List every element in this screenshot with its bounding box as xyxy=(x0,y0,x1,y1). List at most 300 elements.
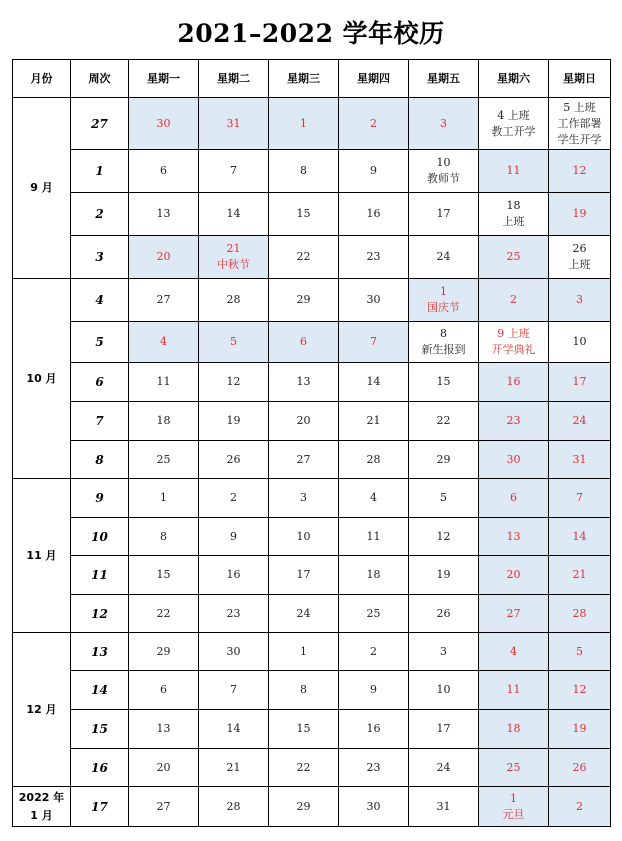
day-number: 4 上班 xyxy=(497,108,530,122)
day-cell-sun xyxy=(549,236,611,279)
day-cell-mon xyxy=(129,710,199,749)
day-number: 24 xyxy=(572,414,587,427)
day-cell-fri xyxy=(409,518,479,556)
day-cell-mon xyxy=(129,787,199,827)
day-number: 12 xyxy=(572,683,587,696)
day-note: 上班 xyxy=(568,258,591,271)
day-number: 29 xyxy=(296,799,311,813)
day-number: 22 xyxy=(296,760,311,774)
day-number: 2 xyxy=(510,293,517,306)
day-number: 16 xyxy=(366,722,381,735)
day-number: 11 xyxy=(156,375,171,388)
day-cell-sun xyxy=(549,787,611,827)
week-number: 11 xyxy=(71,556,129,595)
day-number: 10 xyxy=(572,335,587,348)
day-cell-sun xyxy=(549,595,611,633)
day-number: 19 xyxy=(572,207,587,220)
day-note: 教工开学 xyxy=(491,124,536,138)
day-cell-mon xyxy=(129,236,199,279)
day-cell-tue xyxy=(199,363,269,402)
week-number: 8 xyxy=(71,441,129,479)
day-cell-fri xyxy=(409,633,479,671)
week-row xyxy=(13,363,611,402)
day-cell-tue xyxy=(199,98,269,150)
day-cell-mon xyxy=(129,479,199,518)
day-number: 1 xyxy=(300,644,307,658)
day-number: 11 xyxy=(506,164,521,177)
day-number: 2 xyxy=(370,644,377,658)
calendar-body xyxy=(13,98,611,827)
day-cell-fri xyxy=(409,150,479,193)
week-number: 15 xyxy=(71,710,129,749)
day-number: 21 xyxy=(572,568,587,581)
day-number: 31 xyxy=(572,452,587,466)
day-number: 10 xyxy=(436,156,451,169)
day-cell-sat xyxy=(479,556,549,595)
day-note: 上班 xyxy=(502,215,525,228)
day-cell-tue xyxy=(199,322,269,363)
day-cell-tue xyxy=(199,749,269,787)
day-number: 18 xyxy=(156,414,171,427)
week-row xyxy=(13,279,611,322)
day-number: 15 xyxy=(296,722,311,735)
day-cell-sat xyxy=(479,236,549,279)
day-number: 24 xyxy=(436,250,451,263)
month-label-line: 9 月 xyxy=(30,181,53,194)
day-cell-sun xyxy=(549,710,611,749)
day-number: 16 xyxy=(366,207,381,220)
day-cell-sat xyxy=(479,193,549,236)
day-number: 27 xyxy=(506,606,521,620)
day-cell-mon xyxy=(129,671,199,710)
day-number: 7 xyxy=(576,491,583,504)
day-number: 3 xyxy=(300,491,307,504)
day-number: 11 xyxy=(506,683,521,696)
day-cell-wed xyxy=(269,441,339,479)
day-note: 教师节 xyxy=(427,172,460,185)
header-monday: 星期一 xyxy=(129,60,199,98)
day-cell-fri xyxy=(409,441,479,479)
day-number: 14 xyxy=(572,529,587,543)
week-row xyxy=(13,518,611,556)
day-number: 15 xyxy=(436,375,451,388)
day-number: 17 xyxy=(296,568,311,581)
day-number: 8 xyxy=(300,164,307,177)
day-cell-thu xyxy=(339,633,409,671)
day-cell-fri xyxy=(409,787,479,827)
day-cell-tue xyxy=(199,710,269,749)
day-number: 5 上班 xyxy=(563,100,596,114)
day-cell-thu xyxy=(339,749,409,787)
day-note: 中秋节 xyxy=(217,258,250,271)
day-number: 13 xyxy=(156,722,171,735)
day-cell-mon xyxy=(129,322,199,363)
day-number: 28 xyxy=(226,799,241,813)
day-number: 7 xyxy=(230,683,237,696)
day-cell-tue xyxy=(199,402,269,441)
month-label xyxy=(13,633,71,787)
day-number: 22 xyxy=(156,606,171,620)
day-cell-wed xyxy=(269,556,339,595)
day-cell-fri xyxy=(409,322,479,363)
day-number: 1 xyxy=(440,285,447,298)
day-cell-sun xyxy=(549,749,611,787)
week-number: 16 xyxy=(71,749,129,787)
day-number: 6 xyxy=(160,164,167,177)
day-cell-tue xyxy=(199,518,269,556)
day-number: 18 xyxy=(366,568,381,581)
week-number: 10 xyxy=(71,518,129,556)
day-number: 30 xyxy=(226,644,241,658)
day-cell-sat xyxy=(479,671,549,710)
week-row xyxy=(13,236,611,279)
day-cell-fri xyxy=(409,236,479,279)
day-number: 13 xyxy=(506,529,521,543)
day-number: 20 xyxy=(156,250,171,263)
day-number: 11 xyxy=(366,529,381,543)
day-cell-thu xyxy=(339,363,409,402)
day-number: 30 xyxy=(366,799,381,813)
day-number: 24 xyxy=(296,606,311,620)
day-cell-tue xyxy=(199,556,269,595)
day-number: 12 xyxy=(572,164,587,177)
day-number: 23 xyxy=(506,414,521,427)
day-cell-wed xyxy=(269,595,339,633)
day-cell-tue xyxy=(199,236,269,279)
day-number: 18 xyxy=(506,722,521,735)
day-number: 28 xyxy=(572,606,587,620)
month-label xyxy=(13,479,71,633)
day-note: 国庆节 xyxy=(427,301,460,314)
day-number: 19 xyxy=(436,568,451,581)
day-cell-thu xyxy=(339,556,409,595)
day-cell-mon xyxy=(129,595,199,633)
day-cell-tue xyxy=(199,479,269,518)
day-cell-tue xyxy=(199,595,269,633)
day-number: 25 xyxy=(506,760,521,774)
day-cell-mon xyxy=(129,150,199,193)
day-cell-fri xyxy=(409,279,479,322)
day-cell-wed xyxy=(269,150,339,193)
calendar-table xyxy=(12,59,611,827)
day-cell-mon xyxy=(129,402,199,441)
header-week: 周次 xyxy=(71,60,129,98)
day-cell-thu xyxy=(339,479,409,518)
day-number: 30 xyxy=(506,452,521,466)
day-cell-sun xyxy=(549,363,611,402)
day-number: 24 xyxy=(436,760,451,774)
day-number: 19 xyxy=(572,722,587,735)
day-cell-wed xyxy=(269,633,339,671)
day-number: 23 xyxy=(226,606,241,620)
day-cell-sat xyxy=(479,787,549,827)
month-label-line: 1 月 xyxy=(30,808,53,822)
week-number: 2 xyxy=(71,193,129,236)
day-cell-fri xyxy=(409,98,479,150)
header-friday: 星期五 xyxy=(409,60,479,98)
week-number: 4 xyxy=(71,279,129,322)
day-cell-sun xyxy=(549,402,611,441)
week-row xyxy=(13,402,611,441)
day-note: 新生报到 xyxy=(421,343,466,356)
week-row xyxy=(13,556,611,595)
day-number: 17 xyxy=(436,722,451,735)
day-cell-wed xyxy=(269,787,339,827)
week-row xyxy=(13,98,611,150)
day-cell-tue xyxy=(199,441,269,479)
day-number: 21 xyxy=(226,242,241,255)
day-cell-thu xyxy=(339,236,409,279)
month-label-line: 11 月 xyxy=(26,548,57,562)
day-cell-sat xyxy=(479,363,549,402)
day-cell-sun xyxy=(549,518,611,556)
day-number: 20 xyxy=(156,760,171,774)
day-number: 8 xyxy=(300,683,307,696)
day-number: 5 xyxy=(230,335,237,348)
day-cell-thu xyxy=(339,279,409,322)
week-row xyxy=(13,479,611,518)
day-number: 26 xyxy=(572,242,587,255)
header-thursday: 星期四 xyxy=(339,60,409,98)
day-cell-fri xyxy=(409,556,479,595)
week-number: 13 xyxy=(71,633,129,671)
page-title: 2021–2022 学年校历 xyxy=(177,19,445,48)
week-number: 7 xyxy=(71,402,129,441)
day-cell-wed xyxy=(269,402,339,441)
header-sunday: 星期日 xyxy=(549,60,611,98)
day-cell-thu xyxy=(339,98,409,150)
header-month: 月份 xyxy=(13,60,71,98)
day-cell-fri xyxy=(409,749,479,787)
day-cell-sat xyxy=(479,633,549,671)
week-row xyxy=(13,595,611,633)
day-cell-wed xyxy=(269,749,339,787)
day-number: 19 xyxy=(226,414,241,427)
day-cell-sun xyxy=(549,279,611,322)
day-cell-thu xyxy=(339,193,409,236)
day-number: 13 xyxy=(296,375,311,388)
day-number: 1 xyxy=(300,116,307,130)
day-cell-fri xyxy=(409,671,479,710)
day-cell-mon xyxy=(129,98,199,150)
week-number: 3 xyxy=(71,236,129,279)
day-cell-sat xyxy=(479,595,549,633)
day-number: 23 xyxy=(366,250,381,263)
day-number: 16 xyxy=(226,568,241,581)
day-number: 14 xyxy=(366,375,381,388)
day-cell-wed xyxy=(269,236,339,279)
week-number: 5 xyxy=(71,322,129,363)
week-number: 9 xyxy=(71,479,129,518)
day-cell-thu xyxy=(339,595,409,633)
day-number: 10 xyxy=(296,529,311,543)
month-label xyxy=(13,787,71,827)
week-number: 1 xyxy=(71,150,129,193)
day-cell-sun xyxy=(549,633,611,671)
day-number: 21 xyxy=(226,760,241,774)
day-cell-sat xyxy=(479,279,549,322)
day-number: 15 xyxy=(156,568,171,581)
day-number: 5 xyxy=(576,644,583,658)
day-number: 22 xyxy=(436,414,451,427)
day-number: 27 xyxy=(156,799,171,813)
day-cell-wed xyxy=(269,193,339,236)
day-number: 26 xyxy=(436,606,451,620)
day-number: 26 xyxy=(572,760,587,774)
day-cell-sat xyxy=(479,441,549,479)
day-number: 20 xyxy=(296,414,311,427)
day-cell-mon xyxy=(129,749,199,787)
day-number: 20 xyxy=(506,568,521,581)
day-cell-fri xyxy=(409,479,479,518)
header-saturday: 星期六 xyxy=(479,60,549,98)
day-number: 17 xyxy=(572,375,587,388)
day-note: 开学典礼 xyxy=(491,343,536,356)
week-row xyxy=(13,749,611,787)
day-cell-mon xyxy=(129,279,199,322)
month-label-line: 2022 年 xyxy=(18,790,65,804)
day-number: 10 xyxy=(436,683,451,696)
day-number: 23 xyxy=(366,760,381,774)
day-number: 1 xyxy=(510,791,517,805)
day-number: 29 xyxy=(156,644,171,658)
day-number: 6 xyxy=(160,683,167,696)
day-note: 元旦 xyxy=(502,807,525,821)
day-number: 27 xyxy=(156,293,171,306)
day-number: 3 xyxy=(576,293,583,306)
day-number: 14 xyxy=(226,207,241,220)
day-cell-sat xyxy=(479,479,549,518)
day-cell-tue xyxy=(199,633,269,671)
day-number: 16 xyxy=(506,375,521,388)
day-cell-tue xyxy=(199,787,269,827)
day-number: 4 xyxy=(160,335,167,348)
day-number: 4 xyxy=(510,644,517,658)
day-cell-sun xyxy=(549,322,611,363)
day-cell-sat xyxy=(479,322,549,363)
day-number: 3 xyxy=(440,116,447,130)
day-number: 29 xyxy=(436,452,451,466)
day-cell-wed xyxy=(269,279,339,322)
day-number: 28 xyxy=(366,452,381,466)
day-number: 25 xyxy=(366,606,381,620)
day-number: 9 上班 xyxy=(497,327,530,340)
day-cell-mon xyxy=(129,441,199,479)
day-cell-tue xyxy=(199,279,269,322)
month-label xyxy=(13,98,71,279)
week-number: 17 xyxy=(71,787,129,827)
day-number: 25 xyxy=(156,452,171,466)
week-row xyxy=(13,787,611,827)
day-cell-mon xyxy=(129,363,199,402)
day-note: 学生开学 xyxy=(557,132,602,146)
day-cell-sat xyxy=(479,749,549,787)
day-number: 8 xyxy=(160,529,167,543)
day-number: 8 xyxy=(440,327,447,340)
day-note: 工作部署 xyxy=(557,116,602,130)
day-cell-wed xyxy=(269,518,339,556)
day-number: 6 xyxy=(300,335,307,348)
day-cell-wed xyxy=(269,671,339,710)
day-cell-sun xyxy=(549,150,611,193)
week-row xyxy=(13,633,611,671)
day-number: 22 xyxy=(296,250,311,263)
day-number: 4 xyxy=(370,491,377,504)
week-number: 27 xyxy=(71,98,129,150)
day-cell-thu xyxy=(339,150,409,193)
day-number: 7 xyxy=(370,335,377,348)
week-number: 12 xyxy=(71,595,129,633)
week-number: 14 xyxy=(71,671,129,710)
day-number: 2 xyxy=(230,491,237,504)
day-number: 18 xyxy=(506,199,521,212)
day-cell-sun xyxy=(549,671,611,710)
day-cell-mon xyxy=(129,556,199,595)
day-cell-wed xyxy=(269,710,339,749)
day-cell-tue xyxy=(199,671,269,710)
day-cell-tue xyxy=(199,193,269,236)
day-cell-sat xyxy=(479,518,549,556)
day-number: 6 xyxy=(510,491,517,504)
day-cell-mon xyxy=(129,518,199,556)
day-number: 30 xyxy=(156,116,171,130)
day-number: 9 xyxy=(370,164,377,177)
day-number: 5 xyxy=(440,491,447,504)
day-number: 29 xyxy=(296,293,311,306)
day-number: 9 xyxy=(370,683,377,696)
week-row xyxy=(13,441,611,479)
day-cell-sat xyxy=(479,402,549,441)
day-cell-thu xyxy=(339,787,409,827)
month-label xyxy=(13,279,71,479)
day-cell-sun xyxy=(549,98,611,150)
day-cell-sun xyxy=(549,441,611,479)
day-number: 12 xyxy=(436,529,451,543)
day-cell-sun xyxy=(549,556,611,595)
day-number: 31 xyxy=(226,116,241,130)
day-cell-sun xyxy=(549,479,611,518)
week-row xyxy=(13,322,611,363)
week-number: 6 xyxy=(71,363,129,402)
header-row xyxy=(13,60,611,98)
day-number: 9 xyxy=(230,529,237,543)
day-number: 2 xyxy=(370,116,377,130)
week-row xyxy=(13,710,611,749)
day-cell-thu xyxy=(339,441,409,479)
day-cell-sat xyxy=(479,150,549,193)
day-number: 14 xyxy=(226,722,241,735)
day-number: 7 xyxy=(230,164,237,177)
day-cell-sun xyxy=(549,193,611,236)
month-label-line: 10 月 xyxy=(26,371,57,385)
header-wednesday: 星期三 xyxy=(269,60,339,98)
day-number: 2 xyxy=(576,799,583,813)
day-cell-wed xyxy=(269,363,339,402)
day-number: 28 xyxy=(226,293,241,306)
day-number: 31 xyxy=(436,799,451,813)
day-cell-thu xyxy=(339,518,409,556)
day-cell-thu xyxy=(339,402,409,441)
day-number: 12 xyxy=(226,375,241,388)
day-cell-fri xyxy=(409,710,479,749)
day-number: 13 xyxy=(156,207,171,220)
day-number: 3 xyxy=(440,644,447,658)
day-number: 15 xyxy=(296,207,311,220)
day-cell-wed xyxy=(269,479,339,518)
day-cell-wed xyxy=(269,322,339,363)
week-row xyxy=(13,193,611,236)
day-cell-fri xyxy=(409,363,479,402)
